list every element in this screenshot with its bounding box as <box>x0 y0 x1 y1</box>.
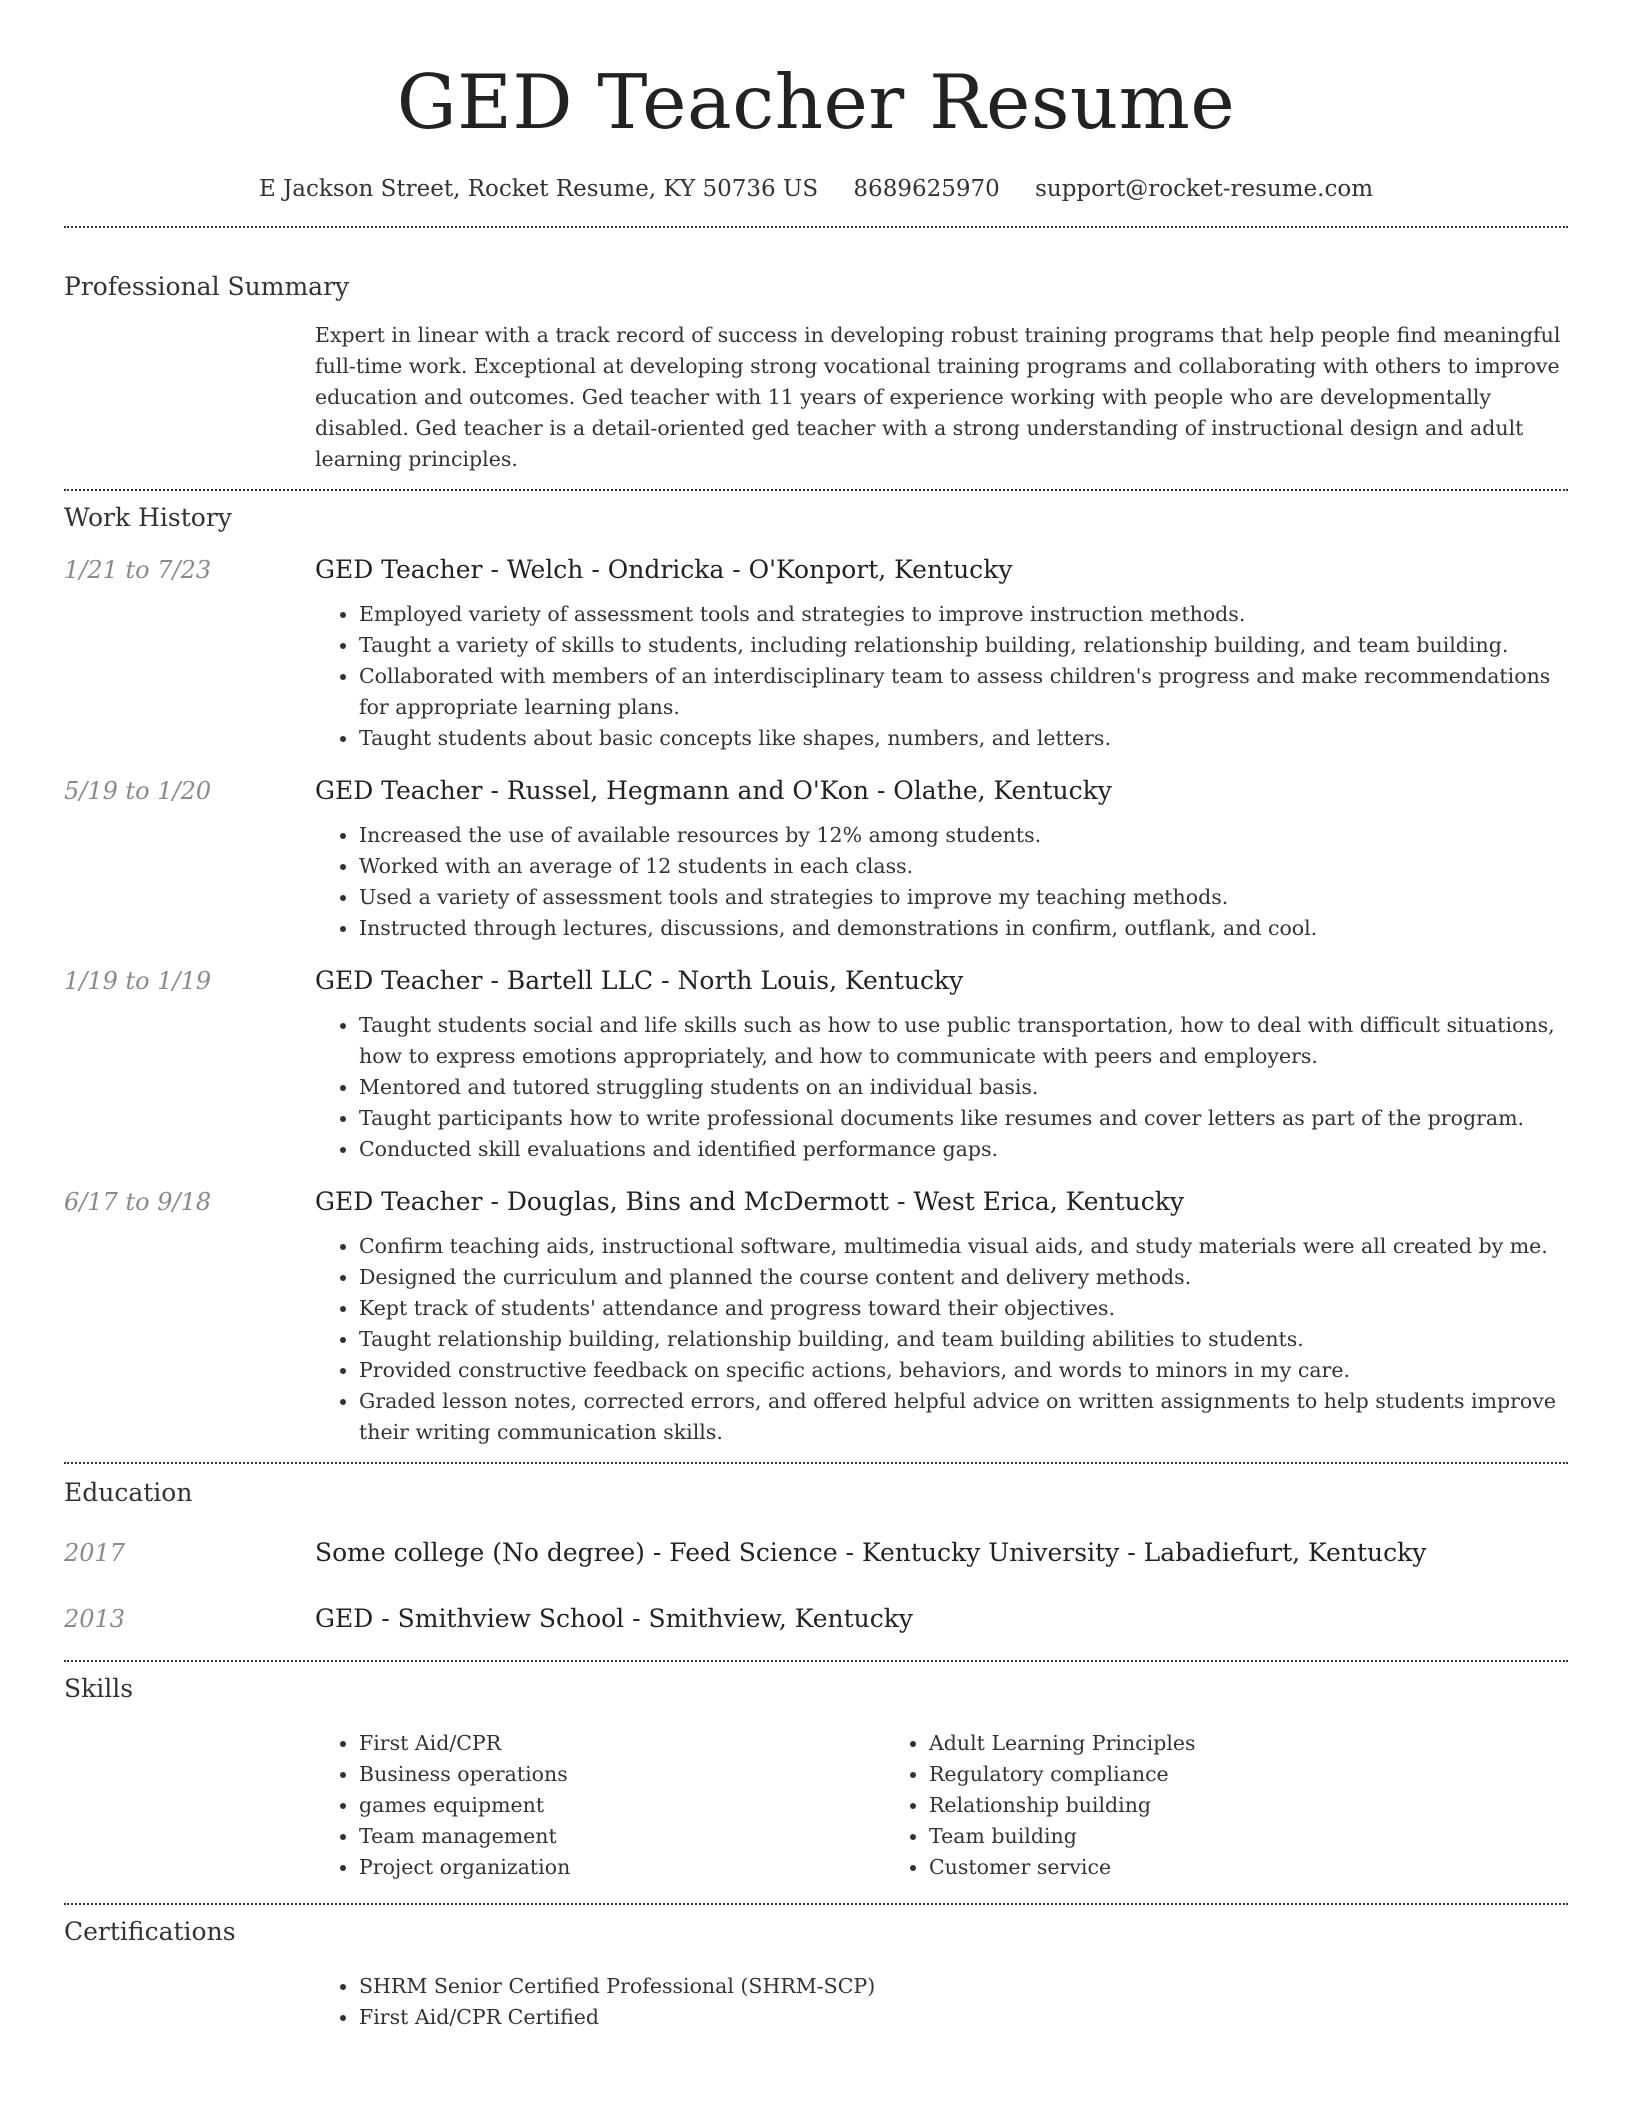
job-bullet: • Used a variety of assessment tools and strategies to improve my teaching methods. <box>359 882 1568 913</box>
job-dates: 6/17 to 9/18 <box>64 1188 212 1216</box>
education-text: Some college (No degree) - Feed Science - Kentucky University - Labadiefurt, Kentucky <box>315 1538 1427 1567</box>
job-bullet: • Designed the curriculum and planned the course content and delivery methods. <box>359 1262 1568 1293</box>
skill-item: • Adult Learning Principles <box>929 1728 1455 1759</box>
contact-address: E Jackson Street, Rocket Resume, KY 50736 US <box>258 176 819 202</box>
job-bullet: • Mentored and tutored struggling students on an individual basis. <box>359 1072 1568 1103</box>
job-header-row <box>64 553 1568 587</box>
job-header-row <box>64 964 1568 998</box>
education-year: 2017 <box>64 1539 126 1567</box>
job-bullet: • Provided constructive feedback on specific actions, behaviors, and words to minors in my care. <box>359 1355 1568 1386</box>
job-entry <box>64 964 1568 1165</box>
job-bullet: • Taught a variety of skills to students, including relationship building, relationship building, and team building. <box>359 630 1568 661</box>
job-bullets <box>315 1231 1568 1448</box>
education-text: GED - Smithview School - Smithview, Kentucky <box>315 1604 914 1633</box>
summary-heading: Professional Summary <box>64 272 350 301</box>
skills-section <box>64 1672 1568 1903</box>
job-title: GED Teacher - Bartell LLC - North Louis, Kentucky <box>315 966 964 995</box>
skill-item: • Relationship building <box>929 1790 1455 1821</box>
education-entry <box>64 1602 1568 1636</box>
job-bullet: • Taught participants how to write professional documents like resumes and cover letters as part of the program. <box>359 1103 1568 1134</box>
job-bullet: • Employed variety of assessment tools and strategies to improve instruction methods. <box>359 599 1568 630</box>
certification-item: • SHRM Senior Certified Professional (SHRM-SCP) <box>359 1971 1568 2002</box>
education-heading: Education <box>64 1478 193 1507</box>
job-list <box>64 553 1568 1462</box>
job-title: GED Teacher - Russel, Hegmann and O'Kon - Olathe, Kentucky <box>315 776 1112 805</box>
section-divider <box>64 1903 1568 1905</box>
education-section <box>64 1476 1568 1660</box>
skills-list-left <box>315 1728 885 1883</box>
job-header-row <box>64 1185 1568 1219</box>
job-bullet: • Collaborated with members of an interdisciplinary team to assess children's progress and make recommendations for appropriate learning plans. <box>359 661 1568 723</box>
job-bullet: • Graded lesson notes, corrected errors, and offered helpful advice on written assignments to help students improve their writing communication skills. <box>359 1386 1568 1448</box>
job-title: GED Teacher - Welch - Ondricka - O'Konport, Kentucky <box>315 555 1013 584</box>
education-year: 2013 <box>64 1605 126 1633</box>
job-bullet: • Kept track of students' attendance and progress toward their objectives. <box>359 1293 1568 1324</box>
section-divider <box>64 1462 1568 1464</box>
section-divider <box>64 226 1568 228</box>
skill-item: • Team building <box>929 1821 1455 1852</box>
certifications-heading: Certifications <box>64 1917 236 1946</box>
resume-header <box>64 0 1568 206</box>
job-entry <box>64 553 1568 754</box>
job-bullet: • Conducted skill evaluations and identified performance gaps. <box>359 1134 1568 1165</box>
skills-heading: Skills <box>64 1674 134 1703</box>
section-divider <box>64 489 1568 491</box>
work-history-heading: Work History <box>64 503 232 532</box>
job-dates: 1/19 to 1/19 <box>64 967 212 995</box>
skill-item: • Project organization <box>359 1852 885 1883</box>
job-dates: 1/21 to 7/23 <box>64 556 212 584</box>
certifications-list <box>315 1971 1568 2033</box>
skill-item: • Business operations <box>359 1759 885 1790</box>
job-title: GED Teacher - Douglas, Bins and McDermott - West Erica, Kentucky <box>315 1187 1185 1216</box>
section-divider <box>64 1660 1568 1662</box>
skill-item: • Customer service <box>929 1852 1455 1883</box>
skill-item: • games equipment <box>359 1790 885 1821</box>
contact-line <box>64 172 1568 206</box>
job-bullets <box>315 1010 1568 1165</box>
skill-item: • Team management <box>359 1821 885 1852</box>
job-bullet: • Confirm teaching aids, instructional software, multimedia visual aids, and study materials were all created by me. <box>359 1231 1568 1262</box>
certifications-section <box>64 1915 1568 2033</box>
summary-text: Expert in linear with a track record of success in developing robust training programs that help people find meaningful full-time work. Exceptional at developing strong vocational training programs and collaborating with others to improve education and outcomes. Ged teacher with 11 years of experience working with people who are developmentally disabled. Ged teacher is a detail-oriented ged teacher with a strong understanding of instructional design and adult learning principles. <box>315 323 1561 471</box>
education-entry <box>64 1536 1568 1570</box>
job-bullet: • Worked with an average of 12 students in each class. <box>359 851 1568 882</box>
work-history-section <box>64 501 1568 1462</box>
contact-email: support@rocket-resume.com <box>1035 176 1374 202</box>
job-bullets <box>315 599 1568 754</box>
job-bullet: • Increased the use of available resources by 12% among students. <box>359 820 1568 851</box>
skills-columns <box>315 1728 1568 1903</box>
job-bullet: • Taught relationship building, relationship building, and team building abilities to students. <box>359 1324 1568 1355</box>
job-bullets <box>315 820 1568 944</box>
summary-section <box>64 270 1568 489</box>
contact-phone: 8689625970 <box>853 176 1000 202</box>
job-entry <box>64 1185 1568 1448</box>
job-bullet: • Taught students about basic concepts like shapes, numbers, and letters. <box>359 723 1568 754</box>
job-dates: 5/19 to 1/20 <box>64 777 212 805</box>
education-list <box>64 1536 1568 1660</box>
job-bullet: • Taught students social and life skills such as how to use public transportation, how to deal with difficult situations, how to express emotions appropriately, and how to communicate with peers and employers. <box>359 1010 1568 1072</box>
job-entry <box>64 774 1568 944</box>
skill-item: • Regulatory compliance <box>929 1759 1455 1790</box>
resume-title: GED Teacher Resume <box>396 58 1236 146</box>
job-header-row <box>64 774 1568 808</box>
certification-item: • First Aid/CPR Certified <box>359 2002 1568 2033</box>
skill-item: • First Aid/CPR <box>359 1728 885 1759</box>
skills-list-right <box>885 1728 1455 1883</box>
job-bullet: • Instructed through lectures, discussions, and demonstrations in confirm, outflank, and cool. <box>359 913 1568 944</box>
